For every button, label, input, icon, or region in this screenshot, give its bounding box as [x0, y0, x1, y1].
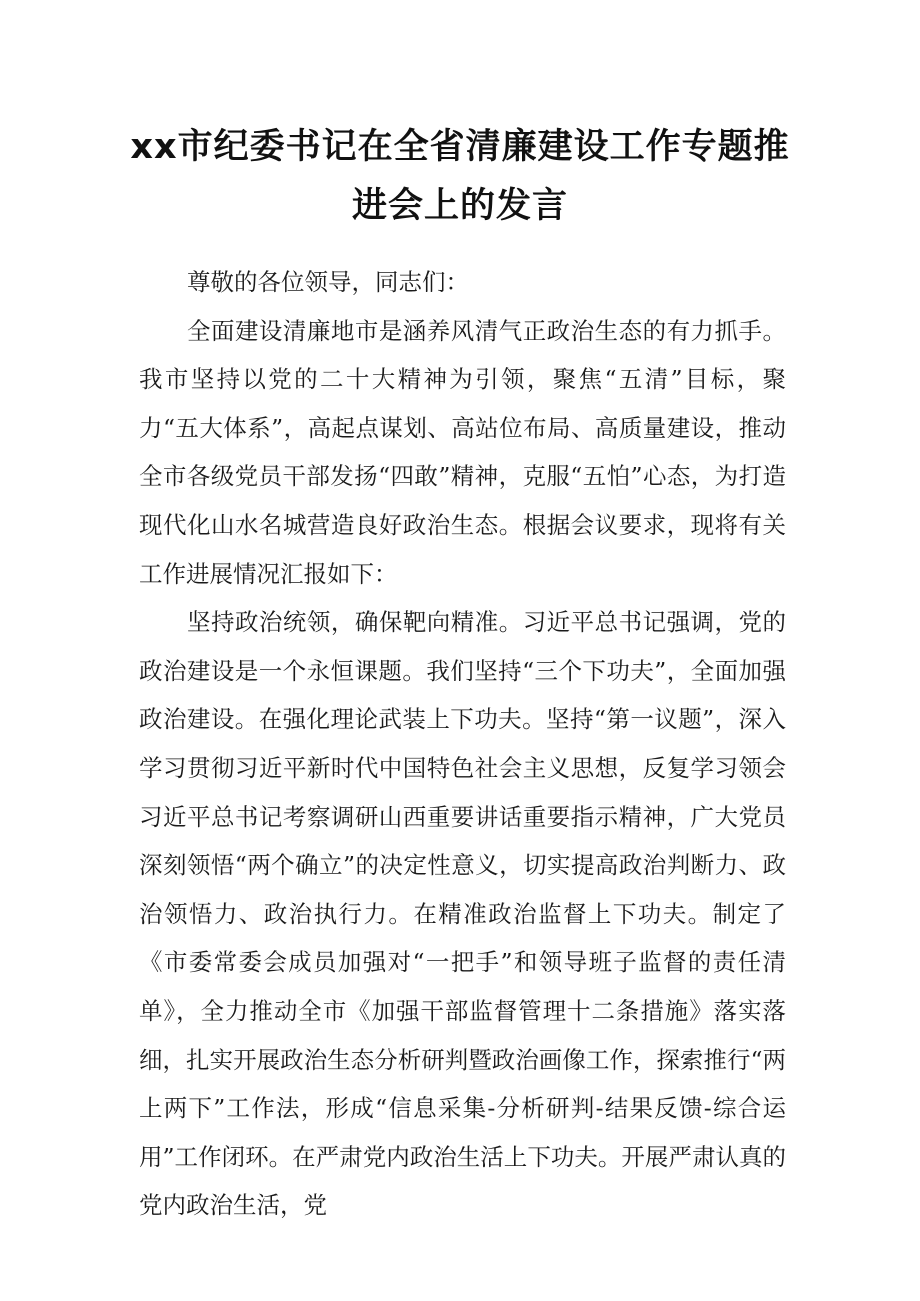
greeting-line: 尊敬的各位领导，同志们：: [187, 268, 469, 296]
document-title: xx市纪委书记在全省清廉建设工作专题推进会上的发言: [130, 127, 790, 226]
paragraph-intro: 全面建设清廉地市是涵养风清气正政治生态的有力抓手。我市坚持以党的二十大精神为引领，聚焦“五清”目标，聚力“五大体系”，高起点谋划、高站位布局、高质量建设，推动全市各级党员干部发扬“四敢”精神，克服“五怕”心态，为打造现代化山水名城营造良好政治生态。根据会议要求，现将有关工作进展情况汇报如下：: [139, 316, 786, 588]
document-body: [139, 258, 786, 1230]
paragraph-political-leadership: 坚持政治统领，确保靶向精准。习近平总书记强调，党的政治建设是一个永恒课题。我们坚持“三个下功夫”，全面加强政治建设。在强化理论武装上下功夫。坚持“第一议题”，深入学习贯彻习近平新时代中国特色社会主义思想，反复学习领会习近平总书记考察调研山西重要讲话重要指示精神，广大党员深刻领悟“两个确立”的决定性意义，切实提高政治判断力、政治领悟力、政治执行力。在精准政治监督上下功夫。制定了《市委常委会成员加强对“一把手”和领导班子监督的责任清单》，全力推动全市《加强干部监督管理十二条措施》落实落细，扎实开展政治生态分析研判暨政治画像工作，探索推行“两上两下”工作法，形成“信息采集-分析研判-结果反馈-综合运用”工作闭环。在严肃党内政治生活上下功夫。开展严肃认真的党内政治生活，党: [139, 608, 786, 1220]
